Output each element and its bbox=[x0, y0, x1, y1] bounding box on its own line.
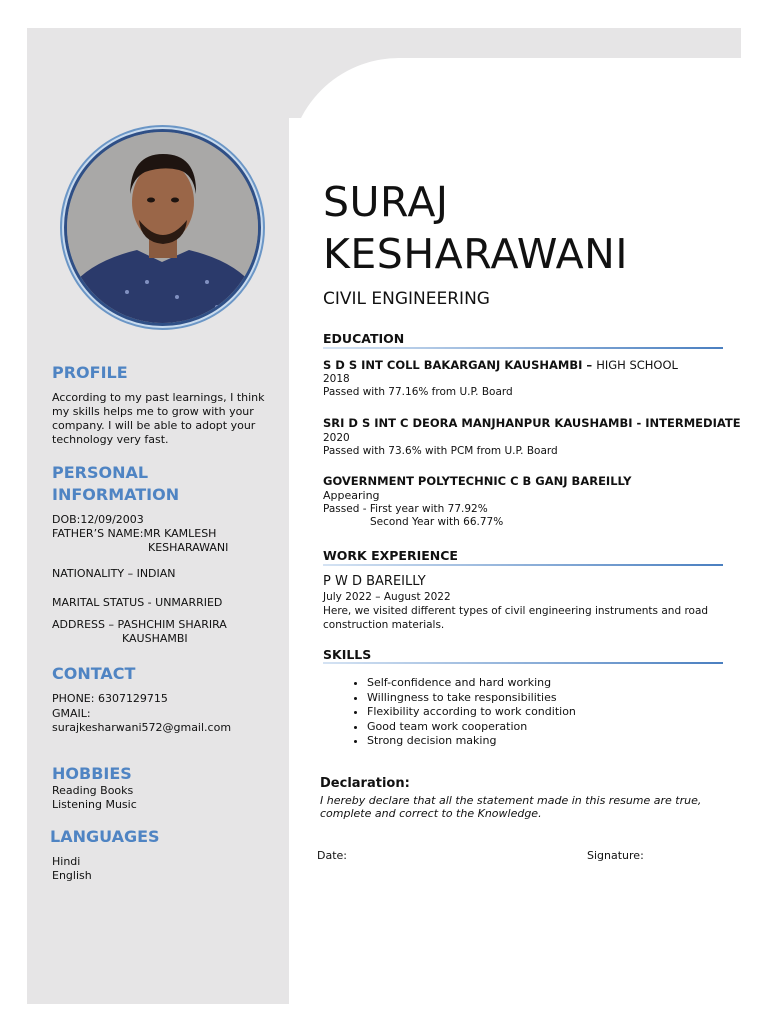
education-year: 2020 bbox=[323, 432, 350, 444]
declaration-text bbox=[320, 794, 740, 820]
marital-status-text: MARITAL STATUS - UNMARRIED bbox=[52, 596, 223, 609]
education-detail: Passed with 77.16% from U.P. Board bbox=[323, 386, 513, 398]
name-line1: SURAJ bbox=[323, 178, 449, 226]
education-year: 2018 bbox=[323, 373, 350, 385]
date-label: Date: bbox=[317, 849, 347, 862]
personal-heading-line2: INFORMATION bbox=[52, 485, 180, 504]
work-desc-line2: construction materials. bbox=[323, 619, 445, 631]
full-name bbox=[323, 176, 628, 280]
skill-item: • Willingness to take responsibilities bbox=[367, 691, 576, 706]
gmail-label: GMAIL: bbox=[52, 707, 91, 720]
education-detail: Passed with 73.6% with PCM from U.P. Board bbox=[323, 445, 558, 457]
gmail-link[interactable]: surajkesharwani572@gmail.com bbox=[52, 721, 232, 734]
signature-label: Signature: bbox=[587, 849, 644, 862]
language-item: English bbox=[52, 869, 92, 882]
nationality-text: NATIONALITY – INDIAN bbox=[52, 567, 176, 580]
languages-heading: LANGUAGES bbox=[50, 827, 160, 846]
work-divider bbox=[323, 564, 723, 566]
separator: – bbox=[582, 358, 597, 372]
work-period: July 2022 – August 2022 bbox=[323, 591, 451, 603]
name-line2: KESHARAWANI bbox=[323, 230, 628, 278]
education-entry-school: GOVERNMENT POLYTECHNIC C B GANJ BAREILLY bbox=[323, 474, 632, 488]
father-name-line2: KESHARAWANI bbox=[148, 541, 229, 554]
education-heading: EDUCATION bbox=[323, 331, 405, 346]
education-entry-school bbox=[323, 358, 678, 372]
hobby-item: Listening Music bbox=[52, 798, 137, 811]
hobby-item: Reading Books bbox=[52, 784, 134, 797]
declaration-line1: I hereby declare that all the statement made in this resume are true, bbox=[320, 794, 702, 807]
profile-heading: PROFILE bbox=[52, 363, 128, 382]
personal-heading-line1: PERSONAL bbox=[52, 463, 149, 482]
declaration-heading: Declaration: bbox=[320, 776, 410, 791]
skill-item: • Self-confidence and hard working bbox=[367, 676, 576, 691]
father-name bbox=[52, 527, 228, 555]
education-detail-2: Second Year with 66.77% bbox=[370, 516, 504, 528]
person-photo-icon bbox=[67, 132, 258, 323]
address-text bbox=[52, 618, 227, 646]
skills-list bbox=[345, 676, 576, 749]
school-level: HIGH SCHOOL bbox=[596, 358, 678, 372]
work-heading: WORK EXPERIENCE bbox=[323, 548, 458, 563]
contact-heading: CONTACT bbox=[52, 664, 136, 683]
education-year: Appearing bbox=[323, 489, 380, 502]
skill-item: • Good team work cooperation bbox=[367, 720, 576, 735]
education-detail: Passed - First year with 77.92% bbox=[323, 503, 488, 515]
education-divider bbox=[323, 347, 723, 349]
phone-text: PHONE: 6307129715 bbox=[52, 692, 168, 705]
profile-text: According to my past learnings, I think my skills helps me to grow with your company. I will be able to adopt your technology very fast. bbox=[52, 391, 265, 446]
address-line1: ADDRESS – PASHCHIM SHARIRA bbox=[52, 618, 227, 631]
skills-heading: SKILLS bbox=[323, 647, 372, 662]
work-company: P W D BAREILLY bbox=[323, 574, 426, 589]
personal-info-heading bbox=[52, 462, 179, 506]
education-entry-school: SRI D S INT C DEORA MANJHANPUR KAUSHAMBI - INTERMEDIATE bbox=[323, 416, 741, 430]
address-line2: KAUSHAMBI bbox=[122, 632, 188, 645]
language-item: Hindi bbox=[52, 855, 81, 868]
skill-item: • Flexibility according to work condition bbox=[367, 705, 576, 720]
school-name: S D S INT COLL BAKARGANJ KAUSHAMBI bbox=[323, 358, 583, 372]
job-title: CIVIL ENGINEERING bbox=[323, 289, 490, 309]
declaration-line2: complete and correct to the Knowledge. bbox=[320, 807, 542, 820]
skills-divider bbox=[323, 662, 723, 664]
skill-item: • Strong decision making bbox=[367, 734, 576, 749]
dob-text: DOB:12/09/2003 bbox=[52, 513, 144, 526]
profile-photo bbox=[64, 129, 261, 326]
work-desc-line1: Here, we visited different types of civil engineering instruments and road bbox=[323, 605, 709, 617]
father-name-line1: FATHER’S NAME:MR KAMLESH bbox=[52, 527, 217, 540]
hobbies-heading: HOBBIES bbox=[52, 764, 132, 783]
